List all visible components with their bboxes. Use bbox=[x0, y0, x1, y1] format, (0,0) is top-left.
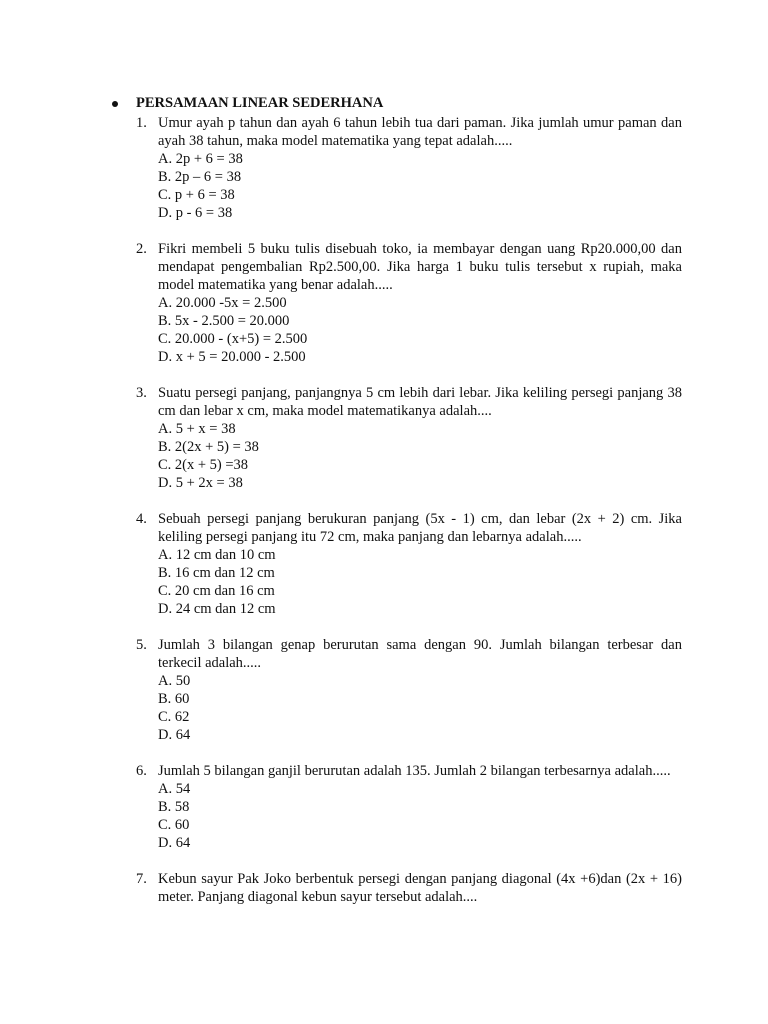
question-number: 5. bbox=[136, 637, 147, 653]
question-number: 7. bbox=[136, 871, 147, 887]
question-number: 4. bbox=[136, 511, 147, 527]
answer-option: D. 64 bbox=[158, 835, 191, 851]
question-text: Fikri membeli 5 buku tulis disebuah toko, ia membayar dengan uang Rp20.000,00 dan mendapat pengembalian Rp2.500,00. Jika harga 1 buku tulis tersebut x rupiah, maka model matematika yang benar adalah..... bbox=[158, 241, 682, 293]
question-text: Sebuah persegi panjang berukuran panjang (5x - 1) cm, dan lebar (2x + 2) cm. Jika keliling persegi panjang itu 72 cm, maka panjang dan lebarnya adalah..... bbox=[158, 511, 682, 545]
question-text: Umur ayah p tahun dan ayah 6 tahun lebih tua dari paman. Jika jumlah umur paman dan ayah 38 tahun, maka model matematika yang tepat adalah..... bbox=[158, 115, 682, 149]
question-item bbox=[112, 762, 682, 852]
answer-option: B. 60 bbox=[158, 691, 190, 707]
answer-option: A. 54 bbox=[158, 781, 191, 797]
answer-option: B. 58 bbox=[158, 799, 190, 815]
question-item bbox=[112, 510, 682, 618]
question-item bbox=[112, 636, 682, 744]
question-section bbox=[112, 94, 682, 924]
answer-option: D. x + 5 = 20.000 - 2.500 bbox=[158, 349, 306, 365]
answer-option: C. p + 6 = 38 bbox=[158, 187, 235, 203]
question-number: 1. bbox=[136, 115, 147, 131]
question-number: 3. bbox=[136, 385, 147, 401]
answer-option: D. 64 bbox=[158, 727, 191, 743]
question-number: 2. bbox=[136, 241, 147, 257]
section-heading-text: PERSAMAAN LINEAR SEDERHANA bbox=[136, 95, 384, 111]
answer-option: C. 60 bbox=[158, 817, 190, 833]
answer-option: C. 2(x + 5) =38 bbox=[158, 457, 249, 473]
question-text: Kebun sayur Pak Joko berbentuk persegi dengan panjang diagonal (4x +6)dan (2x + 16) meter. Panjang diagonal kebun sayur tersebut adalah.... bbox=[158, 871, 682, 905]
question-text: Jumlah 3 bilangan genap berurutan sama dengan 90. Jumlah bilangan terbesar dan terkecil adalah..... bbox=[158, 637, 682, 671]
answer-option: A. 50 bbox=[158, 673, 191, 689]
answer-option: C. 20.000 - (x+5) = 2.500 bbox=[158, 331, 308, 347]
question-item bbox=[112, 870, 682, 906]
question-number: 6. bbox=[136, 763, 147, 779]
bullet-icon bbox=[112, 101, 118, 107]
answer-option: D. p - 6 = 38 bbox=[158, 205, 233, 221]
section-heading bbox=[112, 94, 682, 114]
answer-option: A. 20.000 -5x = 2.500 bbox=[158, 295, 287, 311]
answer-option: D. 5 + 2x = 38 bbox=[158, 475, 243, 491]
answer-option: B. 2p – 6 = 38 bbox=[158, 169, 242, 185]
answer-option: A. 12 cm dan 10 cm bbox=[158, 547, 276, 563]
question-item bbox=[112, 384, 682, 492]
question-item bbox=[112, 114, 682, 222]
question-list bbox=[112, 114, 682, 906]
answer-option: B. 16 cm dan 12 cm bbox=[158, 565, 275, 581]
answer-option: B. 2(2x + 5) = 38 bbox=[158, 439, 259, 455]
answer-option: C. 62 bbox=[158, 709, 190, 725]
answer-option: B. 5x - 2.500 = 20.000 bbox=[158, 313, 290, 329]
question-text: Suatu persegi panjang, panjangnya 5 cm lebih dari lebar. Jika keliling persegi panjang 38 cm dan lebar x cm, maka model matematikanya adalah.... bbox=[158, 385, 682, 419]
answer-option: C. 20 cm dan 16 cm bbox=[158, 583, 275, 599]
question-item bbox=[112, 240, 682, 366]
answer-option: A. 2p + 6 = 38 bbox=[158, 151, 243, 167]
answer-option: A. 5 + x = 38 bbox=[158, 421, 236, 437]
answer-option: D. 24 cm dan 12 cm bbox=[158, 601, 276, 617]
question-text: Jumlah 5 bilangan ganjil berurutan adalah 135. Jumlah 2 bilangan terbesarnya adalah..... bbox=[158, 763, 671, 779]
